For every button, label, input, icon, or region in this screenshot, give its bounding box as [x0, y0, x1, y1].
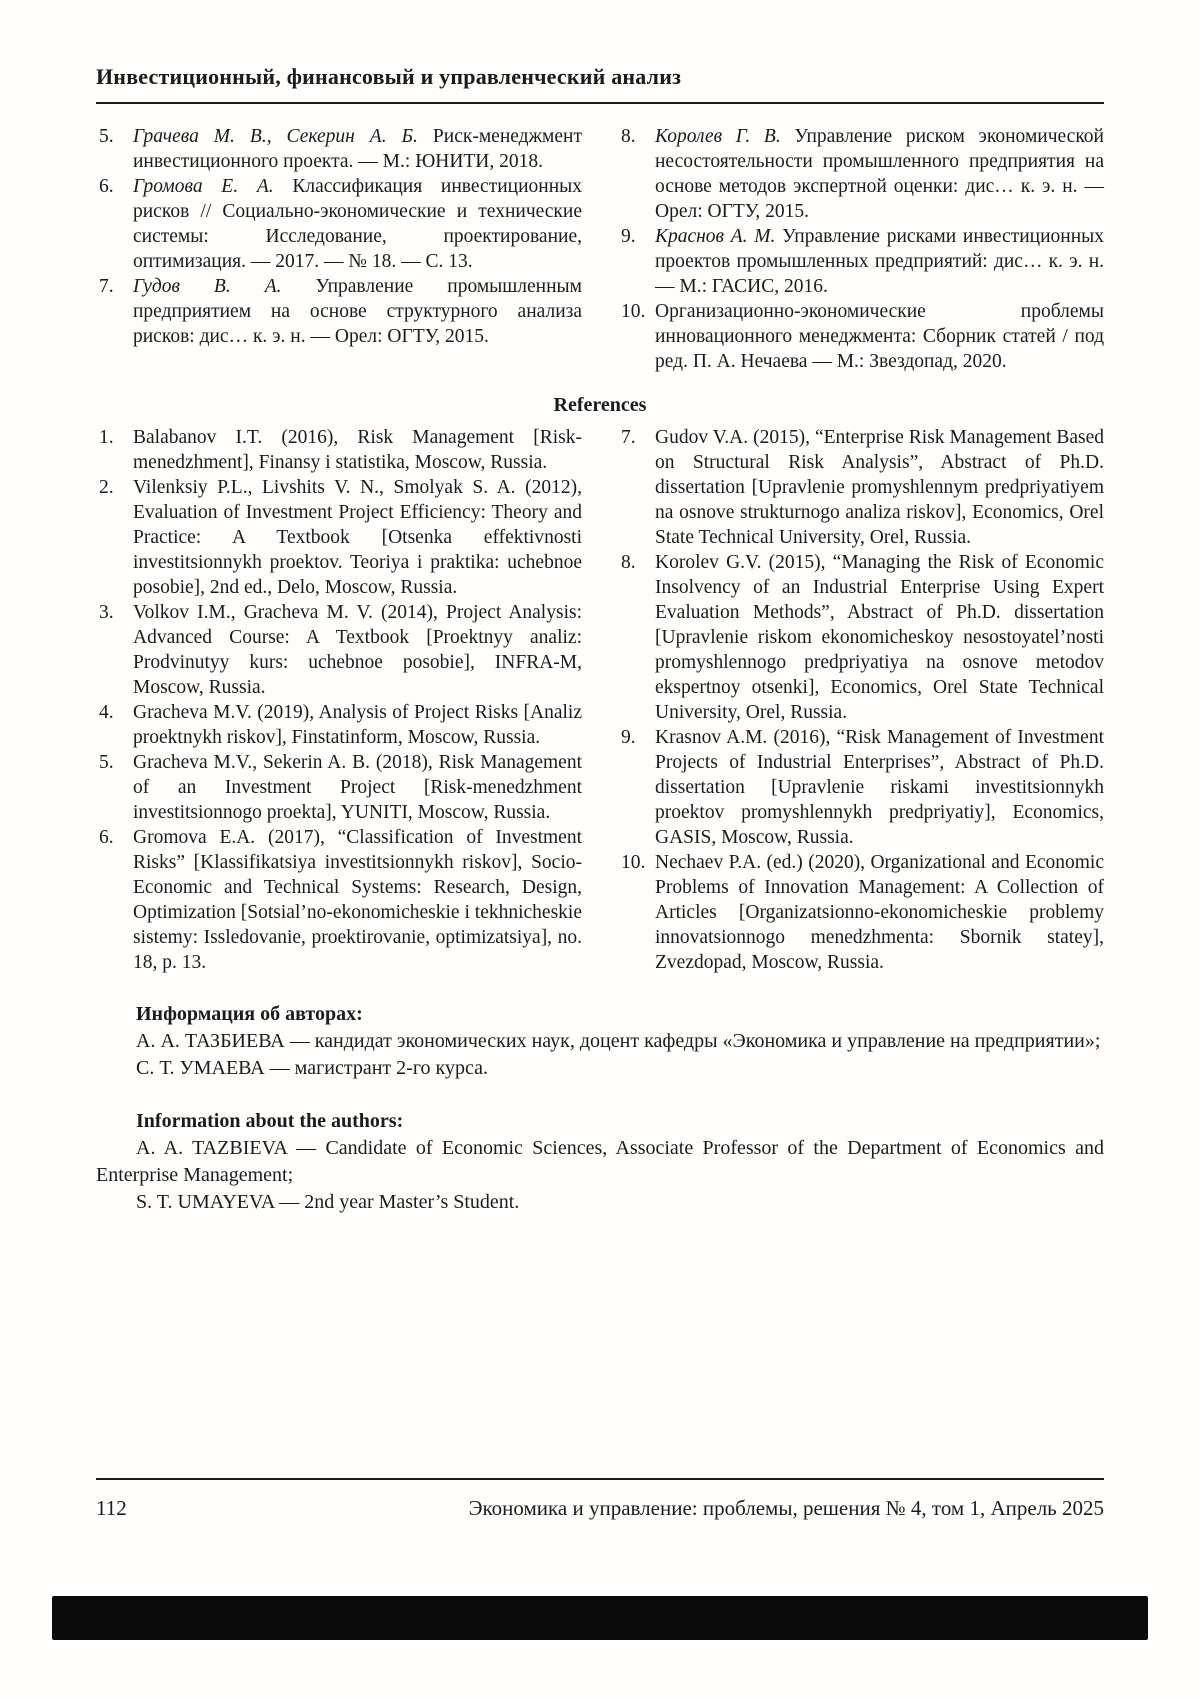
reference-text: Gudov V.A. (2015), “Enterprise Risk Management Based on Structural Risk Analysis”, Abstract of Ph.D. dissertation [Upravlenie promyshlennym predpriyatiyem na osnove strukturnogo analiza riskov], Economics, Orel State Technical University, Orel, Russia.: [655, 427, 1104, 548]
header-rule: [96, 102, 1104, 104]
authors-info-russian: [96, 1001, 1104, 1082]
reference-number: 3.: [99, 602, 114, 623]
reference-number: 9.: [621, 226, 636, 247]
reference-number: 9.: [621, 727, 636, 748]
reference-number: 1.: [99, 427, 114, 448]
reference-number: 10.: [621, 301, 646, 322]
russian-references-right-column: [618, 124, 1104, 374]
page-footer: [96, 1478, 1104, 1521]
reference-number: 6.: [99, 827, 114, 848]
reference-text: [655, 299, 1104, 374]
reference-item: [618, 224, 1104, 299]
reference-item: [96, 600, 582, 700]
reference-body: Организационно-экономические проблемы инновационного менеджмента: Сборник статей / под ред. П. А. Нечаева — М.: Звездопад, 2020.: [655, 301, 1104, 372]
reference-text: [133, 124, 582, 174]
reference-item: [96, 475, 582, 600]
reference-number: 5.: [99, 752, 114, 773]
reference-number: 7.: [99, 276, 114, 297]
reference-item: [96, 700, 582, 750]
reference-author: Гудов В. А.: [133, 276, 316, 297]
reference-author: Краснов А. М.: [655, 226, 783, 247]
reference-item: [96, 124, 582, 174]
reference-number: 7.: [621, 427, 636, 448]
reference-body: Управление рисками инвестиционных проектов промышленных предприятий: дис… к. э. н. — М.: ГАСИС, 2016.: [655, 226, 1104, 297]
english-references-right-column: [618, 425, 1104, 975]
reference-body: Управление промышленным предприятием на основе структурного анализа рисков: дис… к. э. н. — Орел: ОГТУ, 2015.: [133, 276, 582, 347]
reference-text: Nechaev P.A. (ed.) (2020), Organizational and Economic Problems of Innovation Management: A Collection of Articles [Organizatsionno-ekonomicheskie problemy innovatsionnogo menedzhmenta: Sbornik statey], Zvezdopad, Moscow, Russia.: [655, 852, 1104, 973]
reference-item: [96, 825, 582, 975]
reference-author: Громова Е. А.: [133, 176, 293, 197]
reference-text: Gracheva M.V. (2019), Analysis of Project Risks [Analiz proektnykh riskov], Finstatinform, Moscow, Russia.: [133, 702, 582, 748]
reference-item: [618, 124, 1104, 224]
reference-number: 8.: [621, 126, 636, 147]
author-ru-paragraph: С. Т. УМАЕВА — магистрант 2-го курса.: [136, 1057, 488, 1079]
page-number: 112: [96, 1496, 127, 1520]
reference-number: 2.: [99, 477, 114, 498]
reference-text: Korolev G.V. (2015), “Managing the Risk of Economic Insolvency of an Industrial Enterprise Using Expert Evaluation Methods”, Abstract of Ph.D. dissertation [Upravlenie riskom ekonomicheskoy nesostoyatel’nosti promyshlennogo predpriyatiya na osnove metodov ekspertnoy otsenki], Economics, Orel State Technical University, Orel, Russia.: [655, 552, 1104, 723]
reference-number: 5.: [99, 126, 114, 147]
reference-text: Gromova E.A. (2017), “Classification of Investment Risks” [Klassifikatsiya investitsionnykh riskov], Socio-Economic and Technical Systems: Research, Design, Optimization [Sotsial’no-ekonomicheskie i tekhnicheskie sistemy: Issledovanie, proektirovanie, optimizatsiya], no. 18, p. 13.: [133, 827, 582, 973]
reference-item: [618, 299, 1104, 374]
journal-title-line: Экономика и управление: проблемы, решения № 4, том 1, Апрель 2025: [468, 1496, 1104, 1520]
authors-en-heading: Information about the authors:: [136, 1110, 404, 1132]
reference-number: 10.: [621, 852, 646, 873]
reference-body: Управление риском экономической несостоятельности промышленного предприятия на основе методов экспертной оценки: дис… к. э. н. — Орел: ОГТУ, 2015.: [655, 126, 1104, 222]
russian-references-section: [96, 124, 1104, 374]
reference-text: [133, 274, 582, 349]
reference-text: [655, 224, 1104, 299]
reference-text: Volkov I.M., Gracheva M. V. (2014), Project Analysis: Advanced Course: A Textbook [Proektnyy analiz: Prodvinutyy kurs: uchebnoe posobie], INFRA-M, Moscow, Russia.: [133, 602, 582, 698]
russian-references-left-column: [96, 124, 582, 374]
reference-number: 4.: [99, 702, 114, 723]
reference-item: [96, 174, 582, 274]
scan-artifact-bar: [52, 1596, 1148, 1640]
reference-item: [96, 425, 582, 475]
reference-text: Balabanov I.T. (2016), Risk Management [Risk-menedzhment], Finansy i statistika, Moscow, Russia.: [133, 427, 582, 473]
reference-body: Классификация инвестиционных рисков // Социально-экономические и технические системы: Исследование, проектирование, оптимизация. — 2017. — № 18. — С. 13.: [133, 176, 582, 272]
reference-author: Королев Г. В.: [655, 126, 795, 147]
reference-item: [618, 850, 1104, 975]
reference-author: Грачева М. В., Секерин А. Б.: [133, 126, 433, 147]
authors-ru-heading: Информация об авторах:: [136, 1003, 363, 1025]
page-title: Инвестиционный, финансовый и управленческий анализ: [96, 64, 682, 89]
author-en-paragraph: A. A. TAZBIEVA — Candidate of Economic Sciences, Associate Professor of the Department of Economics and Enterprise Management;: [96, 1137, 1104, 1186]
reference-text: [133, 174, 582, 274]
reference-body: Риск-менеджмент инвестиционного проекта. — М.: ЮНИТИ, 2018.: [133, 126, 582, 172]
reference-text: [655, 124, 1104, 224]
reference-number: 8.: [621, 552, 636, 573]
english-references-section: [96, 425, 1104, 975]
reference-item: [96, 274, 582, 349]
reference-text: Krasnov A.M. (2016), “Risk Management of Investment Projects of Industrial Enterprises”, Abstract of Ph.D. dissertation [Upravlenie riskami investitsionnykh proektov promyshlennykh predpriyatiy], Economics, GASIS, Moscow, Russia.: [655, 727, 1104, 848]
authors-info-english: [96, 1108, 1104, 1216]
reference-item: [96, 750, 582, 825]
author-en-paragraph: S. T. UMAYEVA — 2nd year Master’s Student.: [136, 1191, 520, 1213]
reference-item: [618, 550, 1104, 725]
author-ru-paragraph: А. А. ТАЗБИЕВА — кандидат экономических наук, доцент кафедры «Экономика и управление на предприятии»;: [136, 1030, 1101, 1052]
english-references-left-column: [96, 425, 582, 975]
reference-text: Gracheva M.V., Sekerin A. B. (2018), Risk Management of an Investment Project [Risk-menedzhment investitsionnogo proekta], YUNITI, Moscow, Russia.: [133, 752, 582, 823]
reference-item: [618, 425, 1104, 550]
reference-number: 6.: [99, 176, 114, 197]
references-heading: References: [553, 394, 647, 416]
reference-item: [618, 725, 1104, 850]
reference-text: Vilenksiy P.L., Livshits V. N., Smolyak S. A. (2012), Evaluation of Investment Project Efficiency: Theory and Practice: A Textbook [Otsenka effektivnosti investitsionnykh proektov. Teoriya i praktika: uchebnoe posobie], 2nd ed., Delo, Moscow, Russia.: [133, 477, 582, 598]
